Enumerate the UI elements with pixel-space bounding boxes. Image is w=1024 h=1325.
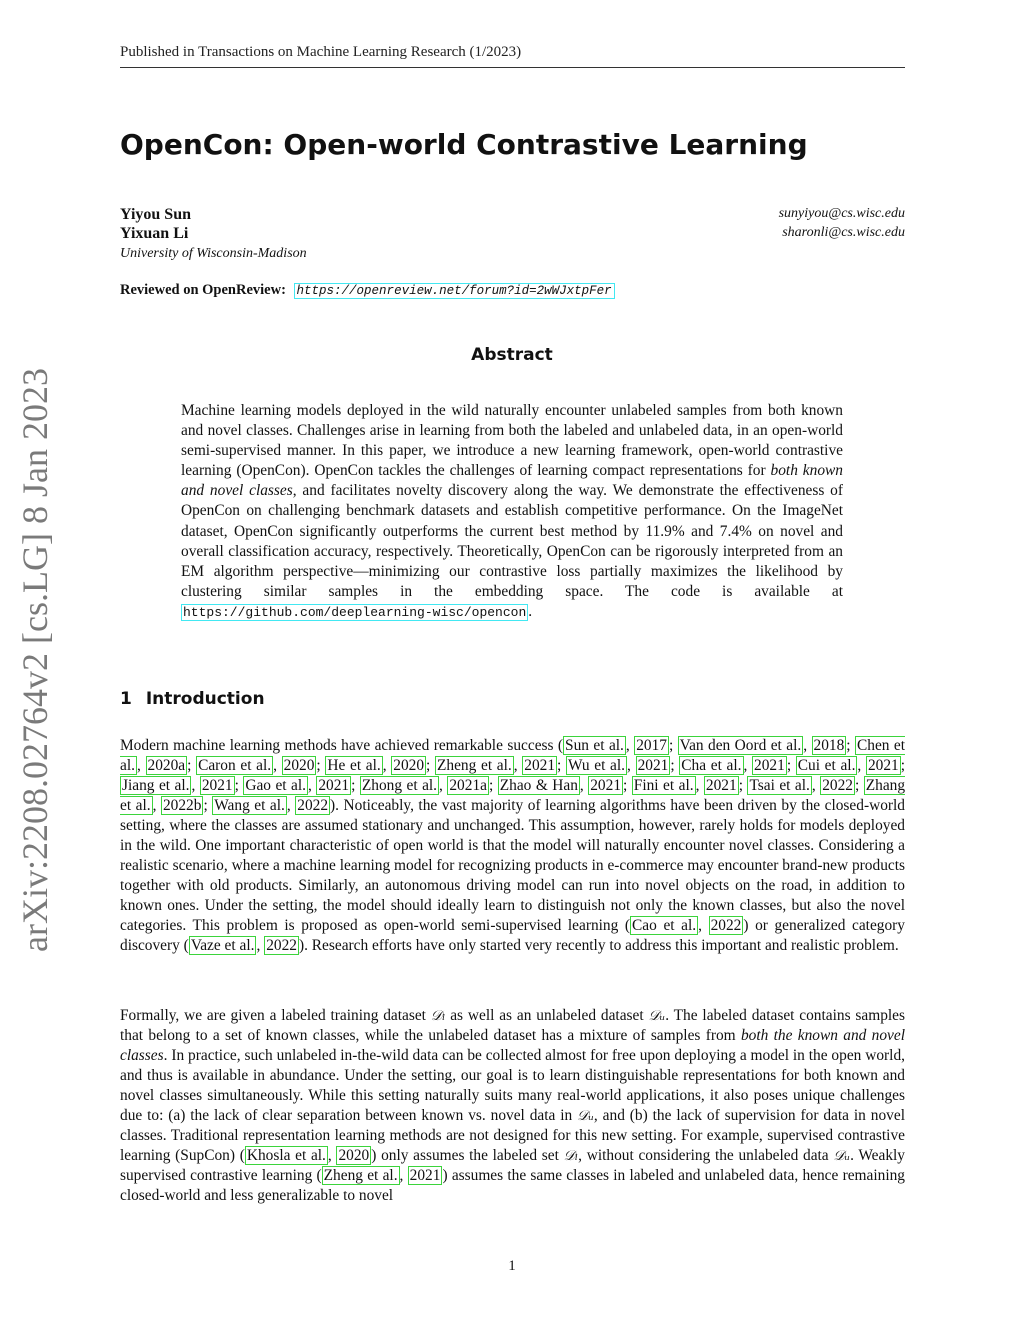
section-heading (120, 689, 265, 709)
citation-link[interactable]: Zhong et al. (361, 777, 438, 794)
citation-link[interactable]: Zhang et al. (120, 777, 906, 814)
citation-link[interactable]: 2020 (283, 757, 315, 774)
abstract-text: Machine learning models deployed in the wild naturally encounter unlabeled samples from both known and novel classes. Challenges arise in learning from both the labeled and unlabeled data, in an open-world semi-supervised manner. In this paper, we introduce a new learning framework, open-world contrastive learning (OpenCon). OpenCon tackles the challenges of learning compact representations for (181, 402, 843, 480)
body-text: . The labeled dataset contains samples that belong to a set of known classes, while the unlabeled dataset has a mixture of samples from (120, 1007, 905, 1044)
abstract-text: . (528, 602, 533, 620)
author-row (120, 206, 905, 225)
body-text: , without considering the unlabeled data (578, 1147, 834, 1164)
citation-link[interactable]: 2017 (636, 737, 667, 754)
paper-title: OpenCon: Open-world Contrastive Learning (120, 128, 808, 161)
math-symbol: 𝒟ᵤ (833, 1148, 851, 1164)
citation-link[interactable]: 2021 (637, 757, 669, 774)
author-row (120, 225, 905, 244)
citation-link[interactable]: 2021 (524, 757, 556, 774)
review-label: Reviewed on OpenReview: (120, 282, 286, 298)
citation-link[interactable]: Caron et al. (198, 757, 272, 774)
openreview-link[interactable]: https://openreview.net/forum?id=2wWJxtpFer (294, 283, 615, 299)
body-emphasis: both the known and novel classes (120, 1027, 905, 1064)
body-text: ) assumes the same classes in labeled and unlabeled data, hence remaining closed-world and less generalizable to novel (120, 1167, 905, 1204)
math-symbol: 𝒟ₗ (430, 1008, 446, 1024)
citation-link[interactable]: 2021 (754, 757, 785, 774)
citation-link[interactable]: 2021 (590, 777, 622, 794)
citation-link[interactable]: Chen et al. (120, 737, 906, 774)
citation-link[interactable]: 2022b (162, 797, 202, 814)
review-line (120, 282, 615, 299)
body-text: Modern machine learning methods have achieved remarkable success ( (120, 737, 564, 754)
citation-link[interactable]: 2022 (710, 917, 742, 934)
citation-link[interactable]: Zheng et al. (437, 757, 512, 774)
citation-link[interactable]: Jiang et al. (122, 777, 190, 794)
body-text: ) or generalized category discovery ( (120, 917, 905, 954)
body-text: ) only assumes the labeled set (371, 1147, 564, 1164)
citation-link[interactable]: Zheng et al. (323, 1167, 398, 1184)
citation-link[interactable]: 2021 (318, 777, 350, 794)
code-link[interactable]: https://github.com/deeplearning-wisc/opencon (183, 604, 527, 620)
page-number: 1 (508, 1258, 516, 1274)
citation-link[interactable]: Zhao & Han (499, 777, 578, 794)
arxiv-stamp (0, 368, 70, 952)
abstract-emphasis: both known and novel classes (181, 462, 843, 500)
citation-link[interactable]: Wu et al. (568, 757, 626, 774)
citation-link[interactable]: Gao et al. (245, 777, 306, 794)
citation-link[interactable]: He et al. (327, 757, 381, 774)
abstract-text: , and facilitates novelty discovery along the way. We demonstrate the effectiveness of OpenCon on challenging benchmark datasets and establish competitive performance. On the ImageNet dataset, OpenCon significantly outperforms the current best method by 11.9% and 7.4% on novel and overall classification accuracy, respectively. Theoretically, OpenCon can be rigorously interpreted from an EM algorithm perspective—minimizing our contrastive loss partially maximizes the likelihood by clustering similar samples in the embedding space. The code is available at (181, 482, 843, 600)
body-text: . Weakly supervised contrastive learning ( (120, 1147, 906, 1184)
math-symbol: 𝒟ᵤ (648, 1008, 666, 1024)
citation-link[interactable]: 2022 (822, 777, 853, 794)
affiliation: University of Wisconsin-Madison (120, 246, 307, 261)
citation-link[interactable]: 2021a (449, 777, 487, 794)
citation-link[interactable]: Tsai et al. (749, 777, 810, 794)
body-text: ). Noticeably, the vast majority of learning algorithms have been driven by the closed-world setting, where the classes are assumed stationary and unchanged. This assumption, however, rarely holds for models deployed in the wild. One important characteristic of open world is that the model will naturally encounter novel classes. Considering a realistic scenario, where a machine learning model for recognizing products in e-commerce may encounter brand-new products together with old products. Similarly, an autonomous driving model can run into novel objects on the road, in addition to known ones. Under the setting, the model should ideally learn to distinguish not only the known classes, but also the novel categories. This problem is proposed as open-world semi-supervised learning ( (120, 797, 905, 934)
author-name: Yiyou Sun (120, 206, 191, 223)
citation-link[interactable]: 2021 (409, 1167, 441, 1184)
intro-paragraph-2: Formally, we are given a labeled training dataset 𝒟ₗ as well as an unlabeled dataset 𝒟ᵤ. The labeled dataset contains samples that belong to a set of known classes, while the unlabeled dataset has a mixture of samples from both the known and novel classes. In practice, such unlabeled in-the-wild data can be collected almost for free upon deploying a model in the open world, and thus is available in abundance. Under the setting, our goal is to learn distinguishable representations for both known and novel classes simultaneously. While this setting naturally suits many real-world applications, it also poses unique challenges due to: (a) the lack of clear separation between known vs. novel data in 𝒟ᵤ, and (b) the lack of supervision for data in novel classes. Traditional representation learning methods are not designed for this new setting. For example, supervised contrastive learning (SupCon) ( Khosla et al. , 2020 ) only assumes the labeled set 𝒟ₗ, without considering the unlabeled data 𝒟ᵤ. Weakly supervised contrastive learning ( Zheng et al. , 2021 ) assumes the same classes in labeled and unlabeled data, hence remaining closed-world and less generalizable to novel (120, 1007, 906, 1204)
citation-link[interactable]: 2021 (705, 777, 737, 794)
citation-link[interactable]: Khosla et al. (246, 1147, 326, 1164)
body-text: as well as an unlabeled dataset (445, 1007, 649, 1024)
citation-link[interactable]: 2021 (201, 777, 233, 794)
math-symbol: 𝒟ᵤ (577, 1108, 594, 1124)
citation-link[interactable]: Wang et al. (214, 797, 285, 814)
citation-link[interactable]: 2020 (393, 757, 425, 774)
citation-link[interactable]: Cha et al. (681, 757, 742, 774)
author-email[interactable]: sunyiyou@cs.wisc.edu (778, 206, 905, 221)
citation-link[interactable]: Vaze et al. (190, 937, 255, 954)
arxiv-stamp-text: arXiv:2208.02764v2 [cs.LG] 8 Jan 2023 (15, 368, 55, 952)
body-text: Formally, we are given a labeled training dataset (120, 1007, 431, 1024)
author-block (120, 206, 905, 262)
citation-link[interactable]: 2020 (338, 1147, 370, 1164)
author-email[interactable]: sharonli@cs.wisc.edu (782, 225, 905, 240)
citation-link[interactable]: 2018 (813, 737, 845, 754)
citation-link[interactable]: 2022 (297, 797, 329, 814)
section-title: Introduction (145, 689, 265, 709)
running-head: Published in Transactions on Machine Learning Research (1/2023) (120, 44, 905, 68)
citation-link[interactable]: 2021 (867, 757, 899, 774)
citation-link[interactable]: 2020a (147, 757, 186, 774)
citation-link[interactable]: Cao et al. (632, 917, 697, 934)
author-name: Yixuan Li (120, 225, 189, 242)
citation-link[interactable]: 2022 (266, 937, 297, 954)
body-text: ). Research efforts have only started very recently to address this important and realistic problem. (298, 937, 899, 954)
citation-link[interactable]: Sun et al. (565, 737, 624, 754)
citation-link[interactable]: Van den Oord et al. (679, 737, 802, 754)
abstract-body (181, 401, 843, 623)
citation-link[interactable]: Fini et al. (633, 777, 694, 794)
math-symbol: 𝒟ₗ (563, 1148, 579, 1164)
body-text: , and (b) the lack of supervision for data in novel classes. Traditional representation learning methods are not designed for this new setting. For example, supervised contrastive learning (SupCon) ( (120, 1107, 905, 1164)
intro-paragraph-1: Modern machine learning methods have achieved remarkable success ( Sun et al. , 2017 ; Van den Oord et al. , 2018 ; Chen et al. , 2020a ; Caron et al. , 2020 ; He et al. , 2020 ; Zheng et al. , 2021 ; Wu et al. , 2021 ; Cha et al. , 2021 ; Cui et al. , 2021 ; Jiang et al. , 2021 ; Gao et al. , 2021 ; Zhong et al. , 2021a ; Zhao & Han , 2021 ; Fini et al. , 2021 ; Tsai et al. , 2022 ; Zhang et al. , 2022b ; Wang et al. , 2022 ). Noticeably, the vast majority of learning algorithms have been driven by the closed-world setting, where the classes are assumed stationary and unchanged. This assumption, however, rarely holds for models deployed in the wild. One important characteristic of open world is that the model will naturally encounter novel classes. Considering a realistic scenario, where a machine learning model for recognizing products in e-commerce may encounter brand-new products together with old products. Similarly, an autonomous driving model can run into novel objects on the road, in addition to known ones. Under the setting, the model should ideally learn to distinguish not only the known classes, but also the novel categories. This problem is proposed as open-world semi-supervised learning ( Cao et al. , 2022 ) or generalized category discovery ( Vaze et al. , 2022 ). Research efforts have only started very recently to address this important and realistic problem. (120, 737, 906, 954)
section-number: 1 (120, 689, 132, 709)
body-text: . In practice, such unlabeled in-the-wild data can be collected almost for free upon deploying a model in the open world, and thus is available in abundance. Under the setting, our goal is to learn distinguishable representations for both known and novel classes simultaneously. While this setting naturally suits many real-world applications, it also poses unique challenges due to: (a) the lack of clear separation between known vs. novel data in (120, 1047, 905, 1124)
abstract-heading: Abstract (471, 345, 553, 365)
citation-link[interactable]: Cui et al. (797, 757, 856, 774)
